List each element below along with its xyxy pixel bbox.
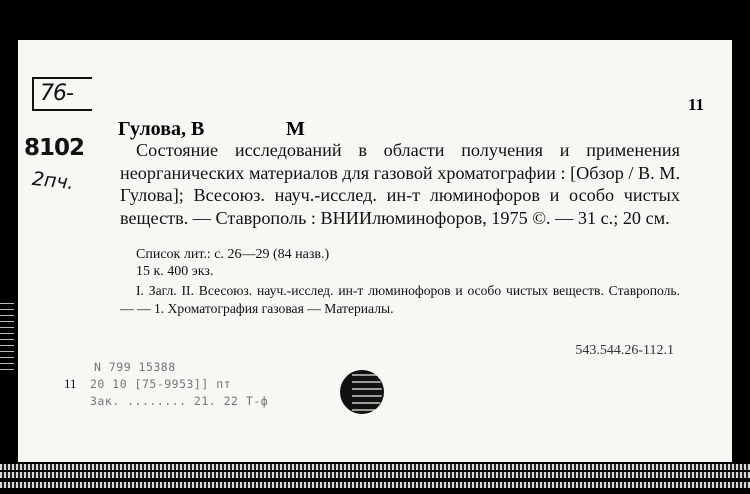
stamp-line-2: 20 10 [75-9953]] пт <box>90 377 232 391</box>
card-number: 11 <box>687 95 704 114</box>
handwritten-note: 2пч. <box>30 167 75 195</box>
catalog-card <box>18 40 732 462</box>
scan-edge-marks <box>0 300 14 370</box>
scan-stripe <box>0 472 750 478</box>
stamp-line-1: N 799 15388 <box>94 360 176 374</box>
tracings: I. Загл. II. Всесоюз. науч.-исслед. ин-т люминофоров и особо чистых веществ. Ставрополь. — — 1. Хроматография газовая — Материалы. <box>120 283 680 316</box>
punch-hole-icon <box>340 370 384 414</box>
author-initial: М <box>286 118 305 140</box>
author-heading: Гулова, В <box>118 118 205 140</box>
scan-stripe <box>0 482 750 488</box>
handwritten-number: 8102 <box>24 135 85 161</box>
handwritten-box-note: 76- <box>32 77 92 111</box>
stamp-card-number: 11 <box>64 376 77 391</box>
bibliography-note: Список лит.: с. 26—29 (84 назв.) <box>136 247 330 262</box>
print-run: 15 к. 400 экз. <box>136 264 214 279</box>
title-description: Состояние исследований в области получения и применения неорганических материалов для газовой хроматографии : [Обзор / В. М. Гулова]; Всесоюз. науч.-исслед. ин-т люминофоров и особо чистых веществ. — Ставрополь : ВНИИлюминофоров, 1975 ©. — 31 с.; 20 см. <box>120 140 680 228</box>
scan-stripe <box>0 464 750 470</box>
class-number: 543.544.26-112.1 <box>575 343 674 358</box>
stamp-line-3: Зак. ........ 21. 22 Т-ф <box>90 394 269 408</box>
